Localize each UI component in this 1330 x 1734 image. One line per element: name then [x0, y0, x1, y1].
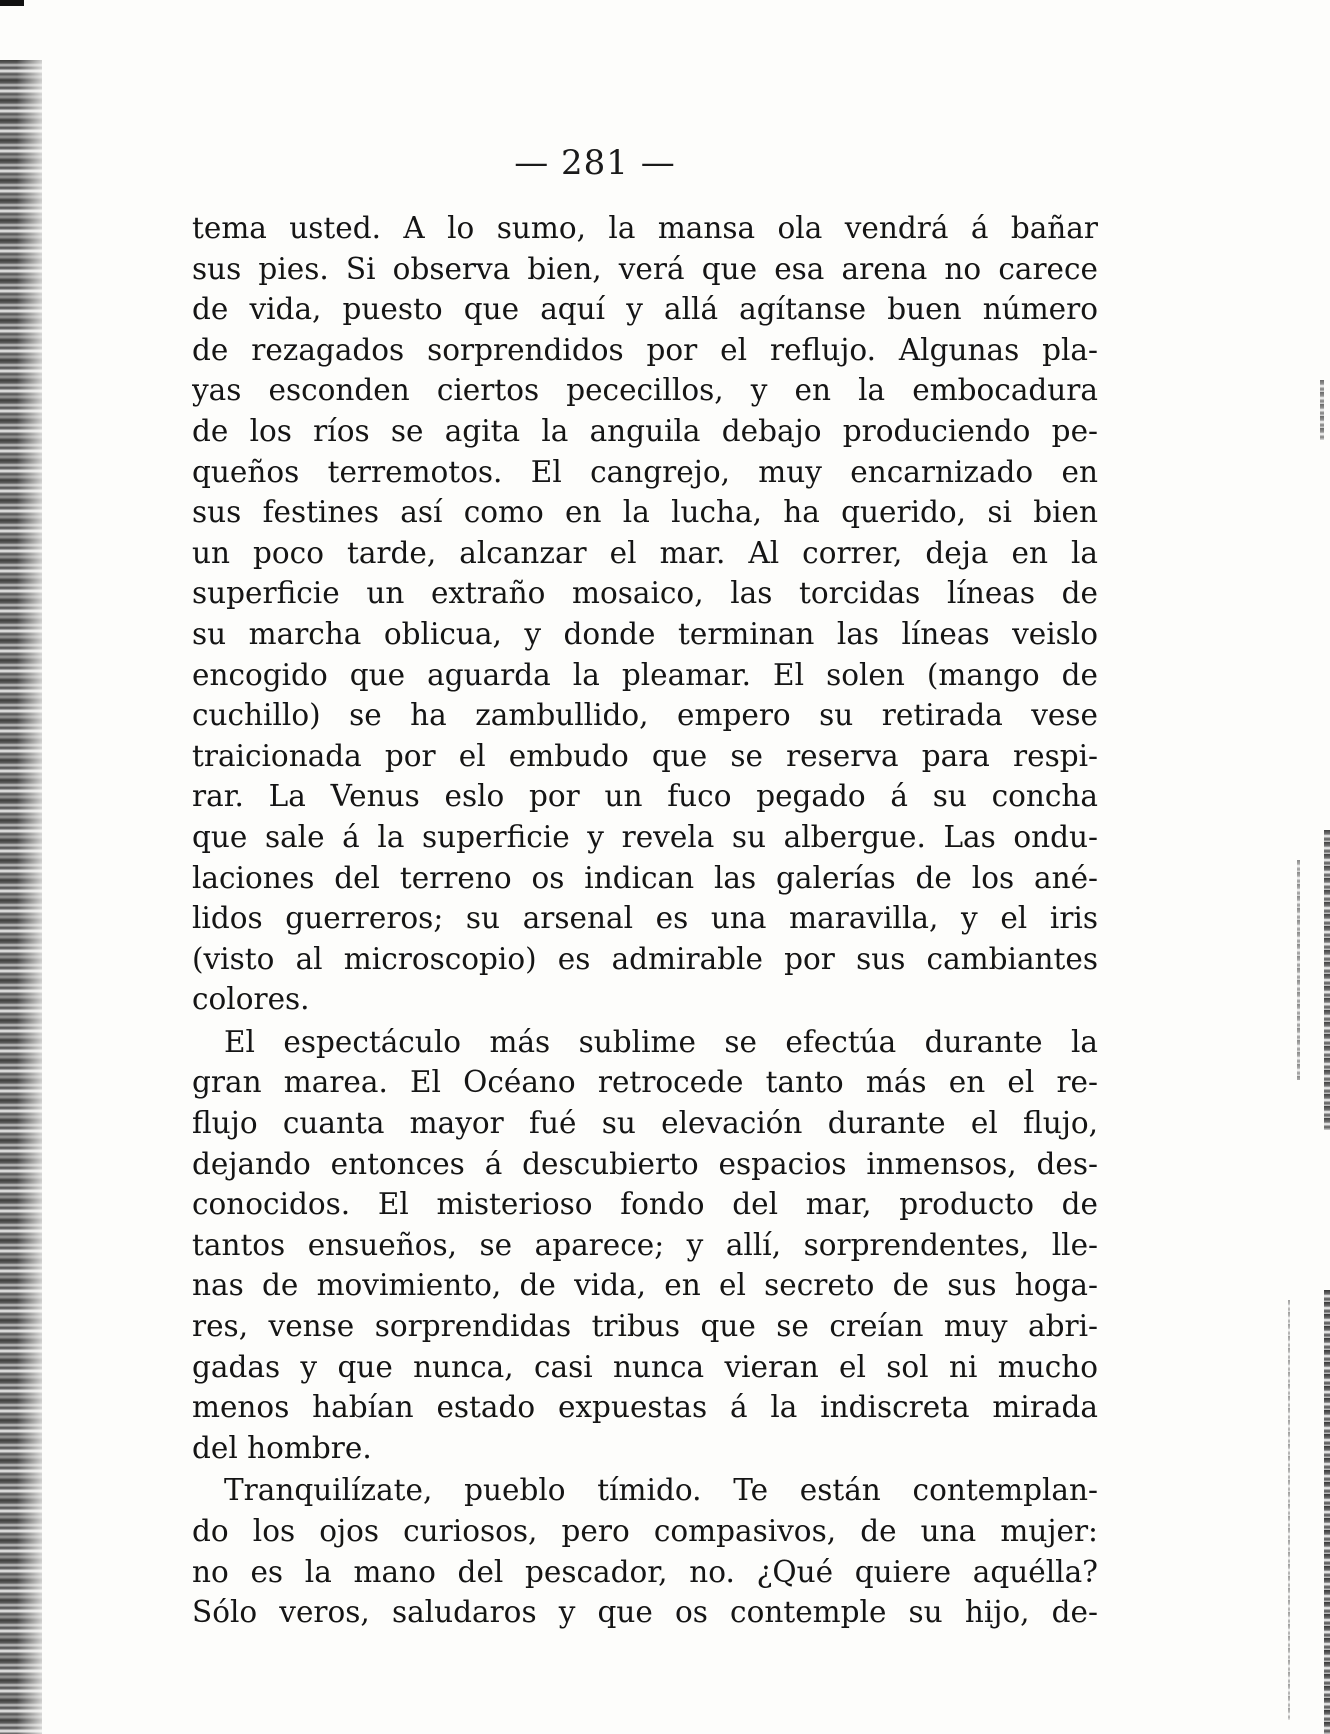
text-line: gadas y que nunca, casi nunca vieran el sol ni mucho	[192, 1349, 1098, 1384]
paragraph-1	[192, 208, 1098, 1020]
text-line: que sale á la superficie y revela su albergue. Las ondu-	[192, 819, 1098, 854]
text-line: de rezagados sorprendidos por el reflujo. Algunas pla-	[192, 332, 1098, 367]
paragraph-3	[192, 1470, 1098, 1632]
text-line: nas de movimiento, de vida, en el secreto de sus hoga-	[192, 1268, 1098, 1303]
edge-speck	[1324, 1290, 1330, 1734]
text-line: Tranquilízate, pueblo tímido. Te están contemplan-	[224, 1473, 1098, 1508]
text-line: (visto al microscopio) es admirable por sus cambiantes	[192, 941, 1098, 976]
paragraph-2	[192, 1022, 1098, 1469]
text-line: gran marea. El Océano retrocede tanto más en el re-	[192, 1065, 1098, 1100]
text-line: su marcha oblicua, y donde terminan las líneas veislo	[192, 616, 1098, 651]
binding-gutter-shadow	[0, 60, 42, 1734]
text-line: colores.	[192, 982, 310, 1017]
text-line: cuchillo) se ha zambullido, empero su retirada vese	[192, 698, 1098, 733]
text-line: un poco tarde, alcanzar el mar. Al correr, deja en la	[192, 535, 1098, 570]
text-line: tantos ensueños, se aparece; y allí, sorprendentes, lle-	[192, 1227, 1098, 1262]
text-line: laciones del terreno os indican las galerías de los ané-	[192, 860, 1098, 895]
text-line: sus pies. Si observa bien, verá que esa arena no carece	[192, 251, 1098, 286]
page-number: — 281 —	[514, 143, 676, 183]
text-line: Sólo veros, saludaros y que os contemple su hijo, de-	[192, 1595, 1098, 1630]
text-line: do los ojos curiosos, pero compasivos, de una mujer:	[192, 1514, 1098, 1548]
text-line: dejando entonces á descubierto espacios inmensos, des-	[192, 1146, 1098, 1181]
text-line: yas esconden ciertos pececillos, y en la embocadura	[192, 373, 1098, 408]
text-line: conocidos. El misterioso fondo del mar, producto de	[192, 1187, 1098, 1222]
text-line: de los ríos se agita la anguila debajo produciendo pe-	[192, 413, 1098, 448]
text-line: rar. La Venus eslo por un fuco pegado á su concha	[192, 779, 1098, 814]
text-line: queños terremotos. El cangrejo, muy encarnizado en	[192, 454, 1098, 489]
edge-speck	[1320, 380, 1324, 440]
text-line: res, vense sorprendidas tribus que se creían muy abri-	[192, 1309, 1098, 1344]
text-line: lidos guerreros; su arsenal es una maravilla, y el iris	[192, 901, 1098, 936]
text-line: sus festines así como en la lucha, ha querido, si bien	[192, 495, 1098, 530]
text-line: encogido que aguarda la pleamar. El solen (mango de	[192, 657, 1098, 692]
edge-speck	[1297, 860, 1300, 1080]
body-text	[192, 208, 1098, 1633]
text-line: traicionada por el embudo que se reserva para respi-	[192, 738, 1098, 773]
text-line: flujo cuanta mayor fué su elevación durante el flujo,	[192, 1106, 1098, 1141]
text-line: del hombre.	[192, 1430, 372, 1465]
scan-corner-mark	[0, 0, 24, 6]
text-line: no es la mano del pescador, no. ¿Qué quiere aquélla?	[192, 1554, 1098, 1589]
edge-speck	[1288, 1300, 1290, 1720]
text-line: El espectáculo más sublime se efectúa durante la	[224, 1024, 1098, 1059]
text-line: de vida, puesto que aquí y allá agítanse buen número	[192, 292, 1098, 327]
text-line: tema usted. A lo sumo, la mansa ola vendrá á bañar	[192, 211, 1098, 245]
text-line: menos habían estado expuestas á la indiscreta mirada	[192, 1390, 1098, 1425]
text-line: superficie un extraño mosaico, las torcidas líneas de	[192, 576, 1098, 611]
edge-speck	[1324, 830, 1330, 1130]
